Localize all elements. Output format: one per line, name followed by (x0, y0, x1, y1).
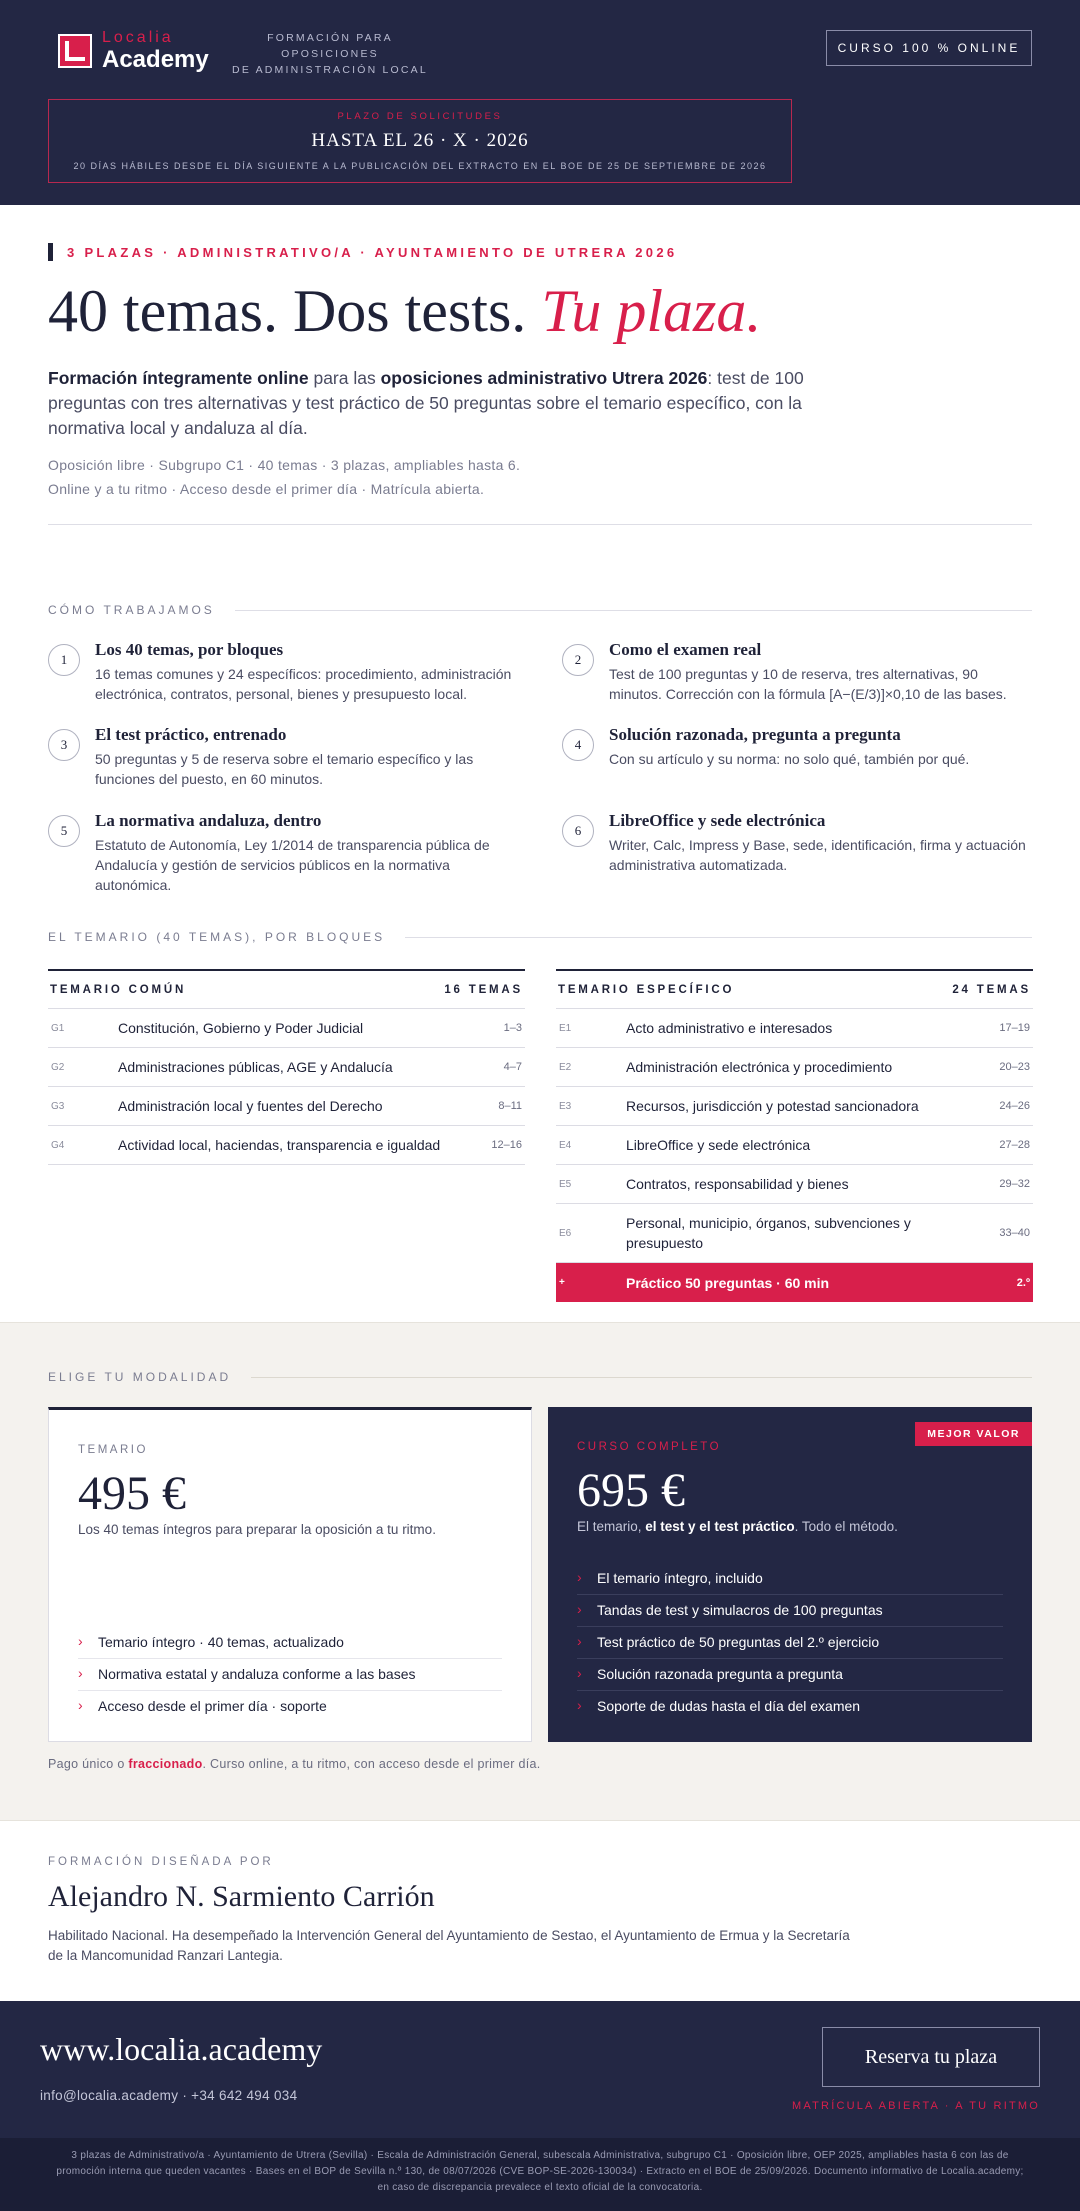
site-url-link[interactable]: www.localia.academy (40, 2031, 323, 2067)
feature-item (577, 1627, 1003, 1659)
chevron-right-icon: › (577, 1697, 582, 1713)
row-range: 20–23 (999, 1061, 1030, 1073)
row-name: Constitución, Gobierno y Poder Judicial (118, 1020, 364, 1036)
step-number: 5 (48, 815, 80, 847)
row-code: E1 (559, 1022, 572, 1034)
plan-kicker: TEMARIO (78, 1444, 148, 1456)
row-range: 8–11 (498, 1100, 522, 1112)
table-row (556, 1204, 1033, 1263)
table-row (48, 1126, 525, 1165)
feature-text: Solución razonada pregunta a pregunta (597, 1666, 843, 1682)
step-number: 2 (562, 644, 594, 676)
table-row-highlight (556, 1263, 1033, 1302)
chevron-right-icon: › (577, 1569, 582, 1585)
pricing-label-text: ELIGE TU MODALIDAD (48, 1370, 232, 1384)
logo[interactable] (58, 30, 209, 72)
eyebrow-bar (48, 243, 53, 261)
reserve-button[interactable]: Reserva tu plaza (822, 2027, 1040, 2087)
sub-text-1: El temario, (577, 1519, 646, 1534)
table-row (48, 1009, 525, 1048)
specific-syllabus-table (556, 969, 1033, 1302)
step-title: Los 40 temas, por bloques (95, 640, 284, 659)
row-code: G2 (51, 1061, 65, 1073)
payment-note (48, 1757, 541, 1771)
feature-text: Tandas de test y simulacros de 100 preguntas (597, 1602, 883, 1618)
common-syllabus-table (48, 969, 525, 1165)
table-row (556, 1087, 1033, 1126)
deadline-note: 20 DÍAS HÁBILES DESDE EL DÍA SIGUIENTE A LA PUBLICACIÓN DEL EXTRACTO EN EL BOE DE 25 DE SEPTIEMBRE DE 2026 (73, 161, 767, 171)
row-range: 33–40 (999, 1227, 1030, 1239)
table-header (556, 971, 1033, 1009)
plan-subtitle (577, 1519, 1003, 1534)
table-title: TEMARIO COMÚN (50, 983, 187, 996)
row-range: 1–3 (503, 1022, 522, 1034)
header-tagline (222, 30, 438, 78)
chevron-right-icon: › (577, 1633, 582, 1649)
table-row (48, 1087, 525, 1126)
step-number: 3 (48, 729, 80, 761)
author-bio: Habilitado Nacional. Ha desempeñado la Intervención General del Ayuntamiento de Sestao, el Ayuntamiento de Ermua y la Secretaría de la Mancomunidad Ranzari Lantegia. (48, 1928, 850, 1963)
lead-text-2: : test de 100 preguntas con tres alternativas y test práctico de 50 preguntas sobre el temario específico, con la normativa local y andaluza al día. (48, 368, 804, 438)
lead-bold-1: Formación íntegramente online (48, 368, 309, 388)
plan-subtitle: Los 40 temas íntegros para preparar la oposición a tu ritmo. (78, 1522, 436, 1537)
site-header (0, 0, 1080, 205)
method-step (48, 640, 518, 704)
eyebrow-text: 3 PLAZAS · ADMINISTRATIVO/A · AYUNTAMIENTO DE UTRERA 2026 (67, 244, 678, 260)
method-label-text: CÓMO TRABAJAMOS (48, 603, 215, 617)
table-count: 24 TEMAS (952, 983, 1031, 996)
logo-line-1: Localia (102, 29, 174, 46)
feature-text: El temario íntegro, incluido (597, 1570, 763, 1586)
tagline-line-2: DE ADMINISTRACIÓN LOCAL (232, 64, 428, 76)
lead-text-1: para las (308, 368, 381, 388)
payment-bold: fraccionado (128, 1757, 203, 1771)
feature-item (577, 1595, 1003, 1627)
site-footer (0, 2001, 1080, 2138)
step-desc: Writer, Calc, Impress y Base, sede, identificación, firma y actuación administrativa automatizada. (609, 837, 1026, 873)
row-range: 17–19 (999, 1022, 1030, 1034)
step-desc: Test de 100 preguntas y 10 de reserva, tres alternativas, 90 minutos. Corrección con la fórmula [A−(E/3)]×0,10 de las bases. (609, 666, 1007, 702)
row-range: 2.º (1016, 1276, 1030, 1289)
feature-item (78, 1627, 502, 1659)
step-title: La normativa andaluza, dentro (95, 811, 322, 830)
feature-text: Test práctico de 50 preguntas del 2.º ejercicio (597, 1634, 880, 1650)
plan-price: 695 € (577, 1464, 685, 1517)
plan-card-temario[interactable] (48, 1407, 532, 1742)
best-value-badge: MEJOR VALOR (915, 1422, 1032, 1446)
plan-features (577, 1563, 1003, 1722)
row-name: Práctico 50 preguntas · 60 min (626, 1274, 830, 1291)
method-step (562, 811, 1032, 875)
step-title: LibreOffice y sede electrónica (609, 811, 826, 830)
step-title: Como el examen real (609, 640, 762, 659)
online-course-button[interactable]: CURSO 100 % ONLINE (826, 30, 1032, 66)
logo-line-2: Academy (102, 46, 209, 73)
logo-mark-icon (58, 34, 92, 68)
label-rule (235, 610, 1032, 611)
method-step (562, 725, 1032, 769)
syllabus-label-text: EL TEMARIO (40 TEMAS), POR BLOQUES (48, 930, 386, 944)
step-number: 1 (48, 644, 80, 676)
table-row (556, 1126, 1033, 1165)
feature-text: Temario íntegro · 40 temas, actualizado (98, 1634, 344, 1650)
row-name: Acto administrativo e interesados (626, 1020, 833, 1036)
row-name: Contratos, responsabilidad y bienes (626, 1176, 849, 1192)
plan-kicker: CURSO COMPLETO (577, 1441, 722, 1453)
syllabus-section-label (48, 930, 1032, 944)
pricing-section-label (48, 1370, 1032, 1384)
row-range: 24–26 (999, 1100, 1030, 1112)
chevron-right-icon: › (78, 1697, 83, 1713)
feature-text: Acceso desde el primer día · soporte (98, 1698, 327, 1714)
method-step (562, 640, 1032, 704)
row-code: E4 (559, 1139, 572, 1151)
deadline-box (48, 99, 792, 183)
step-desc: 16 temas comunes y 24 específicos: procedimiento, administración electrónica, contratos, personal, bienes y presupuesto local. (95, 666, 512, 702)
label-rule (405, 937, 1032, 938)
row-name: LibreOffice y sede electrónica (626, 1137, 811, 1153)
method-step (48, 725, 518, 789)
row-range: 27–28 (999, 1139, 1030, 1151)
row-code: + (559, 1277, 565, 1288)
lead-bold-2: oposiciones administrativo Utrera 2026 (380, 368, 708, 388)
step-desc: Estatuto de Autonomía, Ley 1/2014 de transparencia pública de Andalucía y gestión de servicios públicos en la normativa autonómica. (95, 837, 490, 893)
chevron-right-icon: › (78, 1633, 83, 1649)
row-code: G3 (51, 1100, 65, 1112)
row-name: Personal, municipio, órganos, subvenciones y presupuesto (626, 1215, 911, 1251)
sub-bold: el test y el test práctico (645, 1519, 795, 1534)
intro-lead (48, 366, 828, 441)
legal-note: 3 plazas de Administrativo/a · Ayuntamiento de Utrera (Sevilla) · Escala de Administración General, subescala Administrativa, subgrupo C1 · Oposición libre, OEP 2025, ampliables hasta 6 con las de promoción interna que queden vacantes · Bases en el BOP de Sevilla n.º 130, de 08/07/2026 (CVE BOP-SE-2026-130034) · Extracto en el BOE de 25/09/2026. Documento informativo de Localia.academy; en caso de discrepancia prevalece el texto oficial de la convocatoria. (0, 2138, 1080, 2211)
plan-card-complete[interactable] (548, 1407, 1032, 1742)
row-code: G1 (51, 1022, 65, 1034)
table-count: 16 TEMAS (444, 983, 523, 996)
divider (48, 524, 1032, 525)
table-row (556, 1009, 1033, 1048)
row-code: E2 (559, 1061, 572, 1073)
table-header (48, 971, 525, 1009)
author-kicker: FORMACIÓN DISEÑADA POR (48, 1856, 274, 1868)
label-rule (251, 1377, 1032, 1378)
feature-item (577, 1563, 1003, 1595)
method-section-label (48, 603, 1032, 617)
payment-text-1: Pago único o (48, 1757, 129, 1771)
row-name: Recursos, jurisdicción y potestad sancionadora (626, 1098, 919, 1114)
step-desc: 50 preguntas y 5 de reserva sobre el temario específico y las funciones del puesto, en 60 minutos. (95, 751, 474, 787)
method-step (48, 811, 518, 895)
row-name: Actividad local, haciendas, transparencia e igualdad (118, 1137, 441, 1153)
row-range: 4–7 (503, 1061, 522, 1073)
intro-eyebrow (48, 243, 677, 261)
contact-info[interactable]: info@localia.academy · +34 642 494 034 (40, 2088, 298, 2103)
step-title: El test práctico, entrenado (95, 725, 287, 744)
step-desc: Con su artículo y su norma: no solo qué, también por qué. (609, 751, 970, 767)
feature-item (78, 1691, 502, 1722)
title-plain: 40 temas. Dos tests. (48, 278, 542, 344)
feature-item (78, 1659, 502, 1691)
feature-text: Soporte de dudas hasta el día del examen (597, 1698, 861, 1714)
table-row (556, 1048, 1033, 1087)
cta-subtext: MATRÍCULA ABIERTA · A TU RITMO (792, 2100, 1040, 2112)
sub-text-2: . Todo el método. (794, 1519, 898, 1534)
chevron-right-icon: › (78, 1665, 83, 1681)
deadline-value: HASTA EL 26 · X · 2026 (311, 130, 529, 151)
deadline-label: PLAZO DE SOLICITUDES (337, 111, 503, 122)
feature-item (577, 1691, 1003, 1722)
step-title: Solución razonada, pregunta a pregunta (609, 725, 901, 744)
row-code: E5 (559, 1178, 572, 1190)
row-range: 12–16 (491, 1139, 522, 1151)
intro-meta (48, 453, 520, 501)
payment-text-2: . Curso online, a tu ritmo, con acceso desde el primer día. (202, 1757, 541, 1771)
row-name: Administraciones públicas, AGE y Andalucía (118, 1059, 393, 1075)
feature-text: Normativa estatal y andaluza conforme a las bases (98, 1666, 416, 1682)
row-code: E6 (559, 1227, 572, 1239)
tagline-line-1: FORMACIÓN PARA OPOSICIONES (267, 32, 393, 60)
table-row (48, 1048, 525, 1087)
row-code: G4 (51, 1139, 65, 1151)
title-accent: Tu plaza. (541, 278, 762, 344)
plan-price: 495 € (78, 1467, 186, 1520)
row-range: 29–32 (999, 1178, 1030, 1190)
feature-item (577, 1659, 1003, 1691)
chevron-right-icon: › (577, 1665, 582, 1681)
table-row (556, 1165, 1033, 1204)
step-number: 4 (562, 729, 594, 761)
row-name: Administración electrónica y procedimiento (626, 1059, 893, 1075)
meta-line-1: Oposición libre · Subgrupo C1 · 40 temas · 3 plazas, ampliables hasta 6. (48, 457, 521, 473)
author-name: Alejandro N. Sarmiento Carrión (48, 1880, 435, 1913)
table-title: TEMARIO ESPECÍFICO (558, 983, 735, 996)
row-name: Administración local y fuentes del Derecho (118, 1098, 383, 1114)
row-code: E3 (559, 1100, 572, 1112)
chevron-right-icon: › (577, 1601, 582, 1617)
plan-features (78, 1627, 502, 1722)
step-number: 6 (562, 815, 594, 847)
meta-line-2: Online y a tu ritmo · Acceso desde el primer día · Matrícula abierta. (48, 481, 485, 497)
page-title (48, 277, 761, 346)
